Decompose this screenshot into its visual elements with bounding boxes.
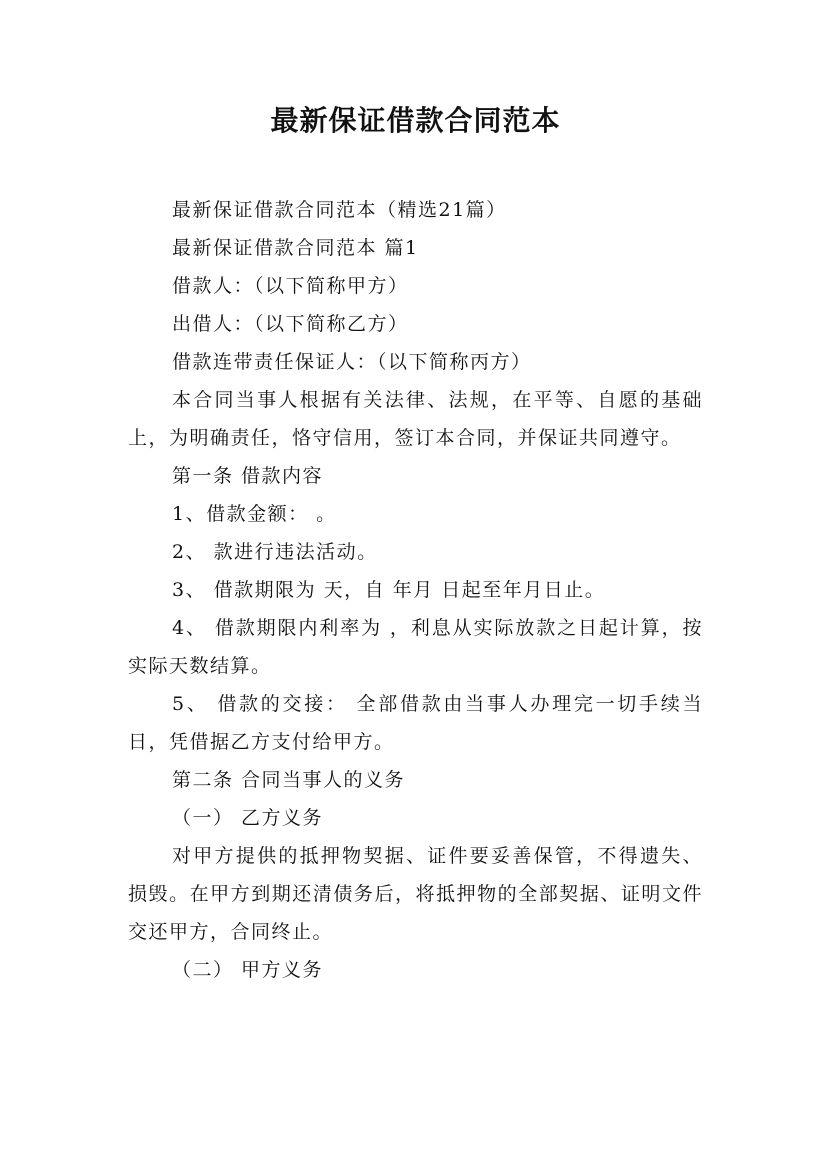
paragraph-party-b-duties: 对甲方提供的抵押物契据、证件要妥善保管，不得遗失、损毁。在甲方到期还清债务后，将抵押物的全部契据、证明文件交还甲方，合同终止。 (128, 845, 703, 943)
document-title: 最新保证借款合同范本 (270, 104, 561, 137)
paragraph-borrower: 借款人：（以下简称甲方） (172, 275, 409, 297)
paragraph-clause-2: 2、 款进行违法活动。 (172, 541, 378, 563)
paragraph-clause-4: 4、 借款期限内利率为 ，利息从实际放款之日起计算，按实际天数结算。 (128, 617, 703, 677)
paragraph-lender: 出借人：（以下简称乙方） (172, 313, 409, 335)
paragraph-party-b-duties-heading: （一） 乙方义务 (172, 807, 324, 829)
paragraph-preamble: 本合同当事人根据有关法律、法规，在平等、自愿的基础上，为明确责任，恪守信用，签订本合同，并保证共同遵守。 (128, 389, 703, 449)
paragraph-party-a-duties-heading: （二） 甲方义务 (172, 959, 324, 981)
paragraph-clause-1: 1、借款金额： 。 (172, 503, 337, 525)
document-body (128, 191, 703, 989)
paragraph-section-1-heading: 第一条 借款内容 (172, 465, 324, 487)
paragraph-guarantor: 借款连带责任保证人：（以下简称丙方） (172, 351, 532, 373)
paragraph-section-2-heading: 第二条 合同当事人的义务 (172, 769, 406, 791)
paragraph-clause-3: 3、 借款期限为 天，自 年月 日起至年月日止。 (172, 579, 606, 601)
paragraph-article-heading: 最新保证借款合同范本 篇1 (172, 237, 419, 259)
paragraph-clause-5: 5、 借款的交接： 全部借款由当事人办理完一切手续当日，凭借据乙方支付给甲方。 (128, 693, 703, 753)
paragraph-subtitle: 最新保证借款合同范本（精选21篇） (172, 199, 507, 221)
